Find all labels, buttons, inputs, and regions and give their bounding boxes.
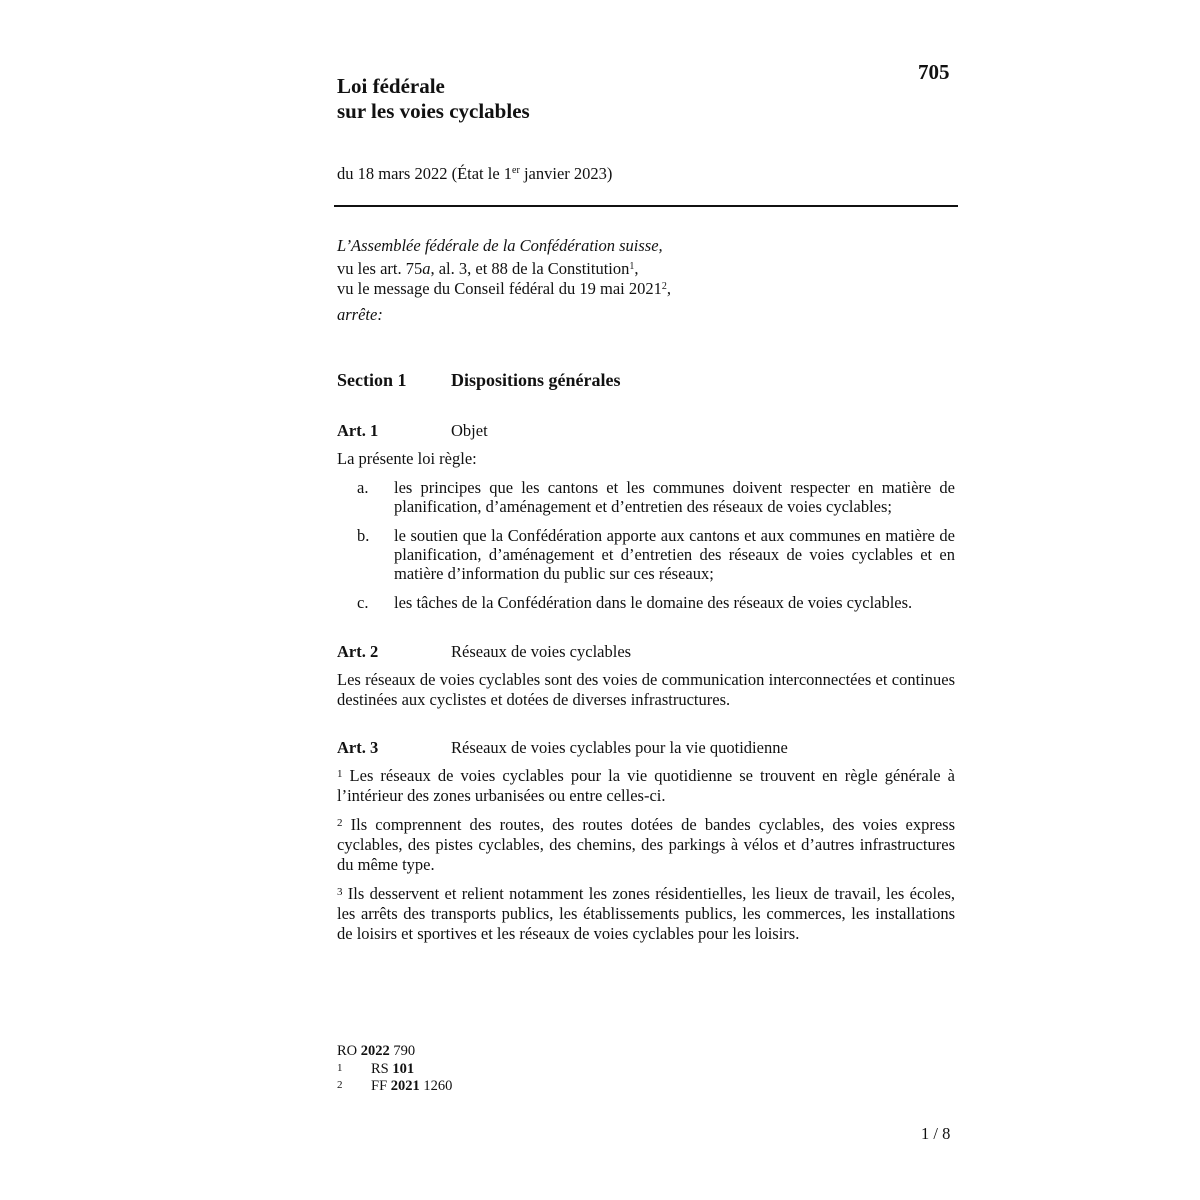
article-1-intro: La présente loi règle: bbox=[337, 449, 477, 468]
list-item bbox=[337, 526, 955, 583]
footnote-ref-1[interactable]: 1 bbox=[629, 261, 635, 272]
article-3-heading bbox=[337, 738, 788, 758]
article-3-paragraph-2 bbox=[337, 815, 955, 875]
list-item-letter: c. bbox=[357, 593, 369, 612]
vu2-text: vu le message du Conseil fédéral du 19 mai 2021 bbox=[337, 279, 662, 298]
footnote-ref-2[interactable]: 2 bbox=[661, 281, 667, 292]
message-reference bbox=[337, 279, 957, 299]
footnote-2-page: 1260 bbox=[419, 1078, 453, 1094]
section-label: Section 1 bbox=[337, 370, 407, 390]
article-1-heading bbox=[337, 421, 488, 441]
vu2-end: , bbox=[666, 279, 672, 298]
ro-page: 790 bbox=[389, 1043, 416, 1059]
article-2-heading bbox=[337, 642, 631, 662]
footnote-2 bbox=[337, 1078, 452, 1096]
list-item-text: les principes que les cantons et les communes doivent respecter en matière de planification, d’aménagement et d’entretien des réseaux de voies cyclables; bbox=[394, 478, 955, 516]
document-number: 705 bbox=[918, 60, 950, 84]
footnote-number: 1 bbox=[337, 1061, 343, 1074]
article-2-text: Les réseaux de voies cyclables sont des voies de communication interconnectées et continues destinées aux cyclistes et dotées de diverses infrastructures. bbox=[337, 670, 955, 709]
page-number: 1 / 8 bbox=[921, 1124, 951, 1143]
date-superscript: er bbox=[512, 165, 520, 176]
article-2-number: Art. 2 bbox=[337, 642, 379, 661]
list-item-letter: a. bbox=[357, 478, 369, 497]
footnote-2-year: 2021 bbox=[390, 1078, 420, 1094]
section-title: Dispositions générales bbox=[451, 370, 621, 390]
date-prefix: du 18 mars 2022 (État le 1 bbox=[337, 164, 513, 183]
ro-reference bbox=[337, 1043, 452, 1061]
vu1-b: , al. 3, et 88 de la Constitution bbox=[430, 259, 630, 278]
list-item bbox=[337, 478, 955, 516]
vu1-italic: a bbox=[422, 259, 431, 278]
vu1-a: vu les art. 75 bbox=[337, 259, 423, 278]
section-heading bbox=[337, 370, 621, 391]
paragraph-text: Les réseaux de voies cyclables pour la vie quotidienne se trouvent en règle générale à l’intérieur des zones urbanisées ou entre celles-ci. bbox=[337, 766, 955, 805]
preamble bbox=[337, 236, 957, 325]
law-title bbox=[337, 74, 530, 124]
list-item-text: les tâches de la Confédération dans le domaine des réseaux de voies cyclables. bbox=[394, 593, 913, 612]
article-1-list bbox=[337, 478, 955, 622]
article-1-number: Art. 1 bbox=[337, 421, 379, 440]
footnote-1 bbox=[337, 1061, 452, 1079]
article-3-title: Réseaux de voies cyclables pour la vie quotidienne bbox=[451, 738, 788, 757]
ro-year: 2022 bbox=[360, 1043, 390, 1059]
article-2-title: Réseaux de voies cyclables bbox=[451, 642, 632, 661]
footnote-2-prefix: FF bbox=[371, 1078, 391, 1094]
date-suffix: janvier 2023) bbox=[519, 164, 613, 183]
vu1-end: , bbox=[634, 259, 639, 278]
footnote-1-number: 101 bbox=[392, 1060, 415, 1077]
constitution-reference bbox=[337, 259, 957, 279]
footnote-number: 2 bbox=[337, 1079, 343, 1091]
title-line-1: Loi fédérale bbox=[337, 74, 445, 98]
article-3-paragraph-1 bbox=[337, 766, 955, 806]
list-item bbox=[337, 593, 955, 612]
paragraph-number: 1 bbox=[337, 768, 343, 780]
list-item-letter: b. bbox=[357, 526, 370, 545]
footnotes bbox=[337, 1043, 452, 1096]
paragraph-text: Ils desservent et relient notamment les zones résidentielles, les lieux de travail, les écoles, les arrêts des transports publics, les établissements publics, les commerces, les installations de loisirs et sportives et les réseaux de voies cyclables pour les loisirs. bbox=[337, 884, 955, 943]
ro-prefix: RO bbox=[337, 1043, 361, 1059]
assembly-line: L’Assemblée fédérale de la Confédération suisse, bbox=[337, 236, 663, 255]
arrete-line: arrête: bbox=[337, 305, 383, 324]
paragraph-text: Ils comprennent des routes, des routes dotées de bandes cyclables, des voies express cyclables, des pistes cyclables, des chemins, des parkings à vélos et d’autres infrastructures du même type. bbox=[337, 815, 955, 874]
title-line-2: sur les voies cyclables bbox=[337, 99, 530, 123]
article-3-paragraph-3 bbox=[337, 884, 955, 944]
footnote-1-prefix: RS bbox=[371, 1060, 393, 1077]
list-item-text: le soutien que la Confédération apporte aux cantons et aux communes en matière de planification, d’aménagement et d’entretien des réseaux de voies cyclables et en matière d’information du public sur ces réseaux; bbox=[394, 526, 955, 583]
article-3-number: Art. 3 bbox=[337, 738, 379, 757]
paragraph-number: 2 bbox=[337, 817, 343, 829]
law-date bbox=[337, 164, 612, 184]
article-1-title: Objet bbox=[451, 421, 488, 440]
paragraph-number: 3 bbox=[337, 886, 343, 898]
header-divider bbox=[334, 205, 958, 207]
